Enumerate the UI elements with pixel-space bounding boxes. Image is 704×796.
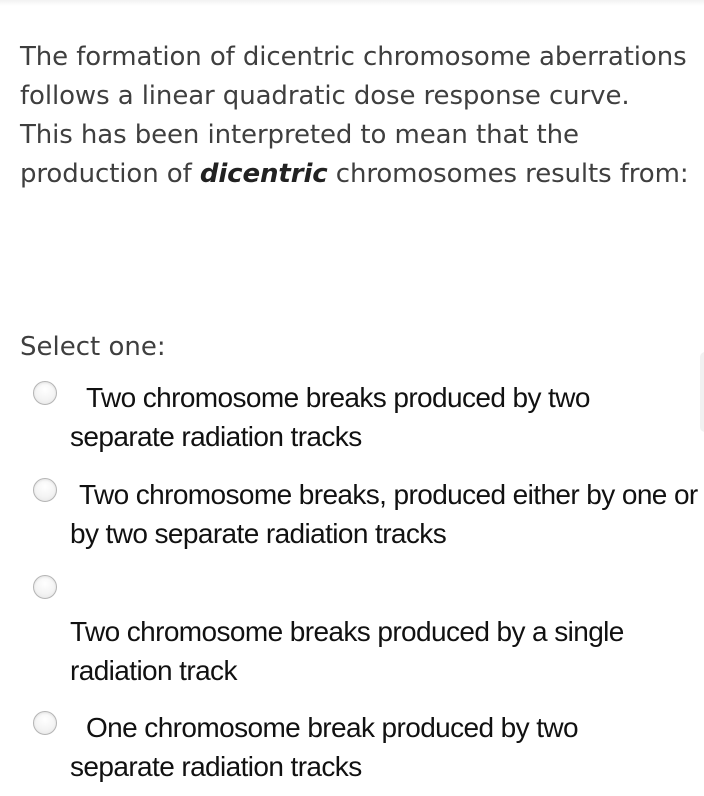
question-text-part2: chromosomes results from: xyxy=(335,159,689,189)
top-edge-divider xyxy=(0,0,704,6)
scroll-edge xyxy=(700,352,704,432)
option-4-radio[interactable] xyxy=(33,711,57,735)
option-4-label[interactable]: One chromosome break produced by two separate radiation tracks xyxy=(70,712,578,782)
question-text-part1: The formation of dicentric chromosome aberrations follows a linear quadratic dose response curve. This has been interpreted to mean that the production of xyxy=(20,42,687,189)
select-one-prompt: Select one: xyxy=(20,332,166,362)
option-1-radio[interactable] xyxy=(33,381,57,405)
option-2-radio[interactable] xyxy=(33,478,57,502)
option-3-radio[interactable] xyxy=(33,575,57,599)
option-1-label[interactable]: Two chromosome breaks produced by two separate radiation tracks xyxy=(70,382,590,452)
question-text xyxy=(20,38,690,194)
option-2-label[interactable]: Two chromosome breaks, produced either by one or by two separate radiation tracks xyxy=(70,479,698,549)
question-emphasis: dicentric xyxy=(199,159,328,189)
option-3-label[interactable]: Two chromosome breaks produced by a single radiation track xyxy=(70,616,624,686)
